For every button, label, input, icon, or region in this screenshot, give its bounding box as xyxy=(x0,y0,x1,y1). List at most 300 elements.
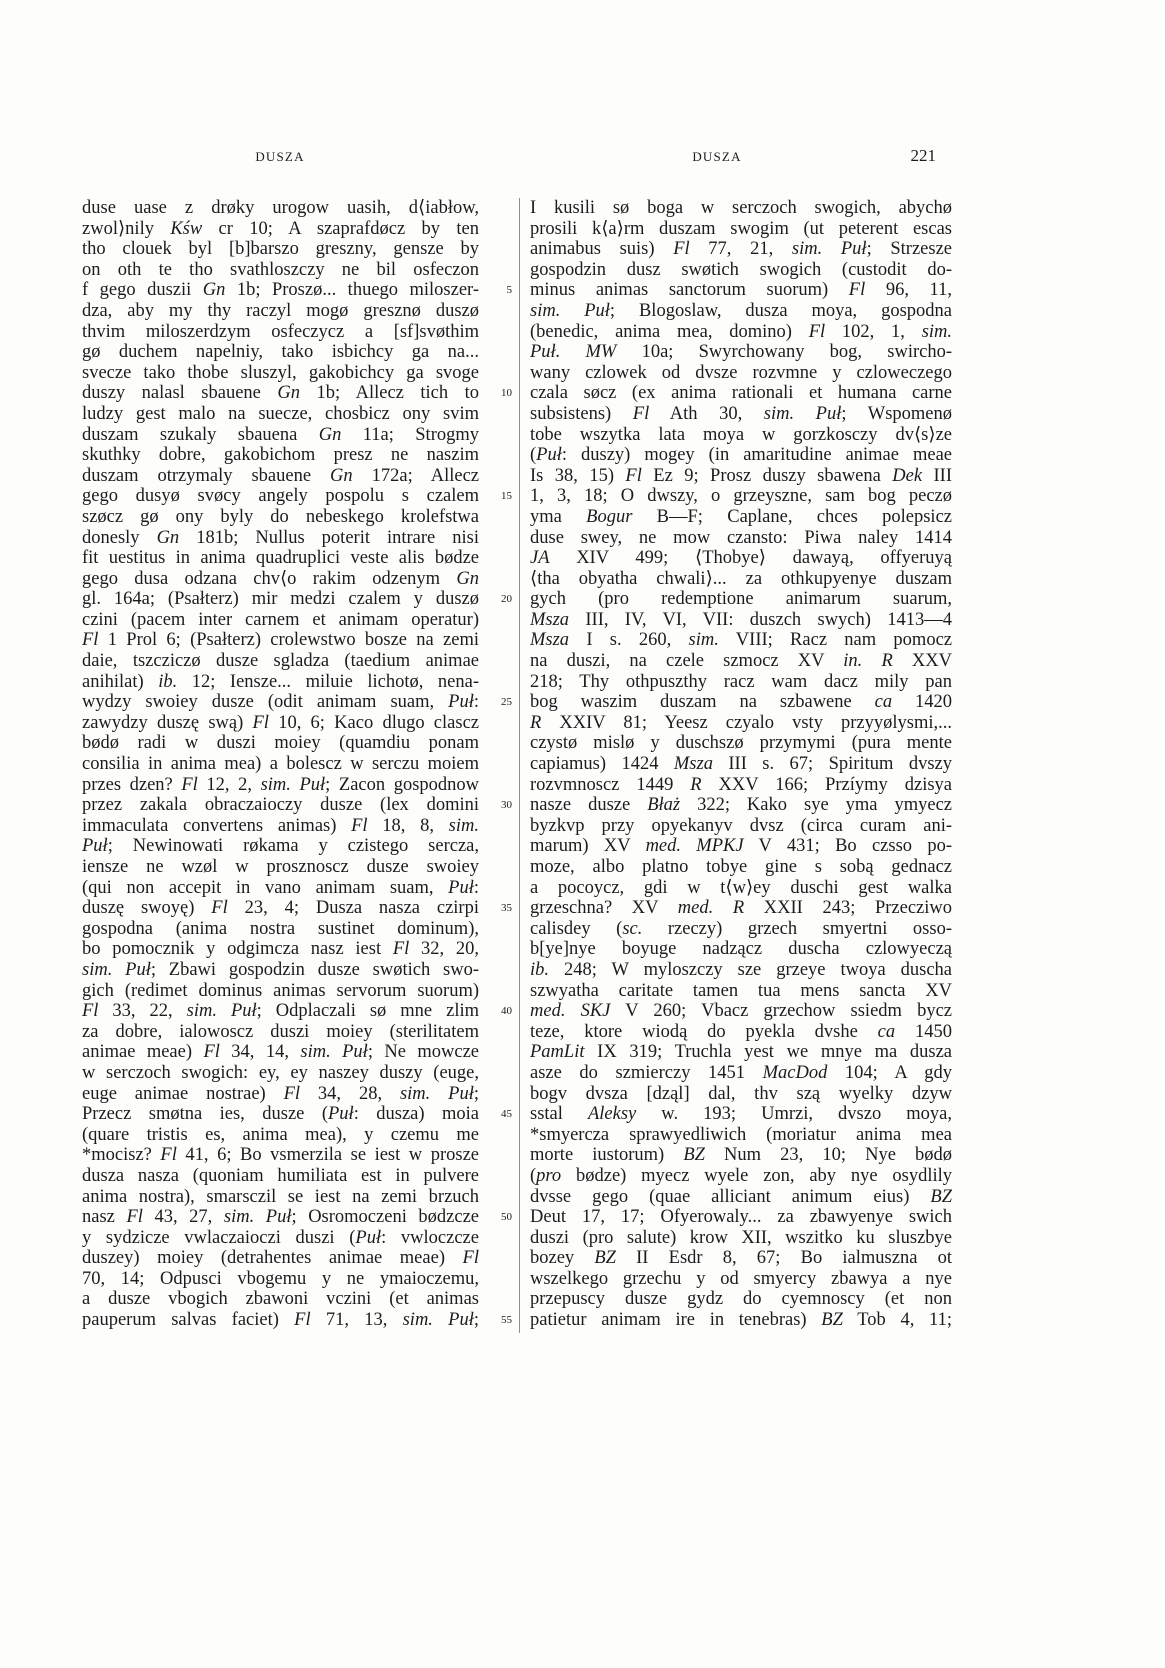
text-run: 12; Iensze... miluie lichotø, nena- xyxy=(177,671,479,692)
text-run: 218; Thy othpuszthy racz wam dacz mily pan xyxy=(530,671,952,692)
line-number: 50 xyxy=(501,1211,512,1224)
text-run: y sydzicze vwlaczaioczi duszi ( xyxy=(82,1227,356,1248)
text-line xyxy=(82,1269,479,1290)
text-run: iensze ne wzøl w prosznoscz dusze swoiey xyxy=(82,857,479,877)
text-run: duse swey, ne mow czansto: Piwa naley 1414 xyxy=(530,527,952,548)
line-number: 10 xyxy=(501,387,512,400)
text-line xyxy=(530,589,952,610)
text-line xyxy=(530,898,952,919)
text-line xyxy=(530,1228,952,1249)
text-run: 10a; Swyrchowany bog, swircho- xyxy=(616,342,952,363)
text-run: : vwloczcze xyxy=(381,1227,479,1248)
text-line xyxy=(82,672,479,693)
text-run: duszey) moiey (detrahentes animae meae) xyxy=(82,1248,463,1269)
text-run: III, IV, VI, VII: duszch swych) 1413—4 xyxy=(569,609,952,630)
text-line xyxy=(82,1042,479,1063)
italic-siglum: Fl xyxy=(673,239,690,260)
text-line xyxy=(82,486,479,507)
text-line xyxy=(530,322,952,343)
text-run: na duszi, na czele szmocz XV xyxy=(530,651,844,672)
italic-siglum: Msza xyxy=(530,630,570,651)
italic-siglum: Fl xyxy=(126,1207,143,1228)
text-line xyxy=(530,1166,952,1187)
text-run: 34, 28, xyxy=(300,1083,400,1104)
text-line xyxy=(530,754,952,775)
text-run: ; Odplaczali sø mne zlim xyxy=(256,1001,479,1022)
italic-siglum: Fl xyxy=(211,898,228,919)
text-line xyxy=(530,198,952,219)
text-line xyxy=(82,1125,479,1146)
italic-siglum: Gn xyxy=(202,280,226,301)
text-run: 77, 21, xyxy=(689,239,792,260)
text-run: I kusili sø boga w serczoch swogich, abychø xyxy=(530,198,952,218)
text-run: Ez 9; Prosz duszy sbawena xyxy=(641,465,893,486)
italic-siglum: Fl xyxy=(632,403,650,424)
text-line xyxy=(530,1084,952,1105)
left-column xyxy=(82,198,479,1331)
text-run: 1450 xyxy=(895,1021,952,1042)
text-run: 70, 14; Odpusci vbogemu y ne ymaioczemu, xyxy=(82,1268,479,1289)
italic-siglum: Gn xyxy=(318,424,342,445)
text-line xyxy=(530,383,952,404)
text-run: III s. 67; Spiritum dvszy xyxy=(712,754,952,775)
text-line xyxy=(530,713,952,734)
text-line xyxy=(530,919,952,940)
running-head-right: DUSZA xyxy=(692,149,742,164)
text-run: dusza nasza (quoniam humiliata est in pulvere xyxy=(82,1165,479,1186)
text-line xyxy=(82,836,479,857)
text-run: 11a; Strogmy xyxy=(341,424,479,445)
text-line xyxy=(530,301,952,322)
text-line xyxy=(530,486,952,507)
italic-siglum: Fl xyxy=(808,321,826,342)
italic-siglum: Puł xyxy=(327,1104,354,1125)
text-run: consilia in anima mea) a bolescz w serczu moiem xyxy=(82,754,479,775)
text-run: dvsse gego (quae alliciant animum eius) xyxy=(530,1186,931,1207)
text-line xyxy=(82,301,479,322)
text-run: 1 Prol 6; (Psałterz) crolewstwo bosze na zemi xyxy=(98,630,479,651)
text-line xyxy=(82,1022,479,1043)
text-run: 322; Kako sye yma ymyecz xyxy=(680,795,952,816)
italic-siglum: med. R xyxy=(677,898,745,919)
text-line xyxy=(530,219,952,240)
italic-siglum: sim. xyxy=(921,321,952,342)
text-run: szøcz gø ony byly do nebeskego krolefstwa xyxy=(82,506,479,527)
text-line xyxy=(82,1207,479,1228)
text-run: czini (pacem inter carnem et animam operatur) xyxy=(82,609,479,630)
text-run: marum) XV xyxy=(530,836,646,857)
text-line xyxy=(530,425,952,446)
text-line xyxy=(82,878,479,899)
italic-siglum: sim. xyxy=(448,815,479,836)
text-run: bødze) myecz wyele zon, aby nye osydlily xyxy=(561,1165,952,1186)
italic-siglum: JA xyxy=(530,548,550,569)
text-line xyxy=(530,1042,952,1063)
text-line xyxy=(530,1145,952,1166)
text-line xyxy=(82,1166,479,1187)
text-run: gego dusyø svøcy angely pospolu s czalem xyxy=(82,486,479,507)
text-run: 104; A gdy xyxy=(827,1062,952,1083)
text-line xyxy=(530,528,952,549)
italic-siglum: PamLit xyxy=(530,1042,585,1063)
text-line xyxy=(530,630,952,651)
text-line xyxy=(530,507,952,528)
text-run: (qui non accepit in vano animam suam, xyxy=(82,877,449,898)
text-line xyxy=(530,1063,952,1084)
text-run: zwol⟩nily xyxy=(82,218,171,239)
text-line xyxy=(530,445,952,466)
text-run: V 260; Vbacz grzechow ssiedm bycz xyxy=(610,1001,952,1022)
text-run: wany czlowek od dvsze rozvmne y czloweczego xyxy=(530,362,952,383)
text-line xyxy=(82,775,479,796)
page-number: 221 xyxy=(910,146,936,165)
text-line xyxy=(82,981,479,1002)
text-run: dza, aby my thy raczyl mogø gresznø duszø xyxy=(82,300,479,321)
text-line xyxy=(530,1125,952,1146)
text-run: gych (pro redemptione animarum suarum, xyxy=(530,589,952,610)
italic-siglum: Puł xyxy=(536,445,562,466)
italic-siglum: ca xyxy=(874,692,893,713)
text-run: a dusze vbogich zbawoni vczini (et animas xyxy=(82,1289,479,1310)
column-rule xyxy=(519,198,520,1333)
text-line xyxy=(82,548,479,569)
italic-siglum: Puł xyxy=(355,1227,382,1248)
text-line xyxy=(530,610,952,631)
text-run: 1, 3, 18; O dwszy, o grzeyszne, sam bog peczø xyxy=(530,486,952,507)
text-run: a pocoycz, gdi w t⟨w⟩ey duschi gest walka xyxy=(530,877,952,898)
text-line xyxy=(530,1104,952,1125)
text-run: anihilat) xyxy=(82,671,159,692)
text-run: wszelkego grzechu y od smyercy zbawya a nye xyxy=(530,1268,952,1289)
text-line xyxy=(530,1269,952,1290)
italic-siglum: BZ xyxy=(821,1310,843,1331)
text-line xyxy=(530,1187,952,1208)
text-run: cr 10; A szaprafdøcz by ten xyxy=(202,218,479,239)
text-line xyxy=(82,713,479,734)
text-line xyxy=(82,280,479,301)
running-head-left: DUSZA xyxy=(255,149,305,164)
text-line xyxy=(82,342,479,363)
right-column xyxy=(530,198,952,1331)
text-line xyxy=(82,1145,479,1166)
text-line xyxy=(82,198,479,219)
italic-siglum: Kśw xyxy=(170,218,203,239)
text-line xyxy=(82,651,479,672)
italic-siglum: Fl xyxy=(181,774,198,795)
italic-siglum: pro xyxy=(536,1165,562,1186)
line-number: 30 xyxy=(501,799,512,812)
text-line xyxy=(530,651,952,672)
italic-siglum: sim. Puł xyxy=(260,774,326,795)
text-run: duszy nalasl sbauene xyxy=(82,383,278,404)
text-run: I s. 260, xyxy=(569,630,689,651)
text-run: bødø radi w duszi moiey (quamdiu ponam xyxy=(82,733,479,754)
italic-siglum: sim. Puł xyxy=(791,239,867,260)
text-line xyxy=(530,1001,952,1022)
text-line xyxy=(530,1248,952,1269)
italic-siglum: Puł. MW xyxy=(530,342,617,363)
text-line xyxy=(82,919,479,940)
text-run: svecze tako thobe sluszyl, gakobichcy ga svoge xyxy=(82,362,479,383)
text-run: duszam szukaly sbauena xyxy=(82,424,319,445)
text-run: B—F; Caplane, chces polepsicz xyxy=(632,506,952,527)
text-run: fit uestitus in anima quadruplici veste alis bødze xyxy=(82,548,479,569)
text-run: euge animae nostrae) xyxy=(82,1083,284,1104)
text-line xyxy=(82,795,479,816)
text-line xyxy=(82,960,479,981)
text-line xyxy=(530,692,952,713)
text-run: duszę swoyę) xyxy=(82,898,212,919)
text-run: duszi (pro salute) krow XII, wszitko ku sluszbye xyxy=(530,1227,952,1248)
line-number: 45 xyxy=(501,1108,512,1121)
italic-siglum: Gn xyxy=(156,527,180,548)
text-run: donesly xyxy=(82,527,157,548)
text-run: 181b; Nullus poterit intrare nisi xyxy=(179,527,479,548)
text-line xyxy=(82,589,479,610)
text-line xyxy=(530,939,952,960)
text-run: ; Strzesze xyxy=(866,239,952,260)
text-run: ; Blogoslaw, dusza moya, gospodna xyxy=(609,300,952,321)
text-run: 1b; Allecz tich to xyxy=(300,383,479,404)
text-run: teze, ktore wiodą do pyekla dvshe xyxy=(530,1021,878,1042)
italic-siglum: Błaż xyxy=(647,795,681,816)
italic-siglum: sim. Puł xyxy=(223,1207,292,1228)
text-line xyxy=(530,569,952,590)
text-run: prosili k⟨a⟩rm duszam swogim (ut peterent escas xyxy=(530,218,952,239)
line-number: 20 xyxy=(501,593,512,606)
text-line xyxy=(530,280,952,301)
line-number: 40 xyxy=(501,1005,512,1018)
text-run: duse uase z drøky urogow uasih, d⟨iabłow, xyxy=(82,198,479,218)
italic-siglum: sim. Puł xyxy=(82,959,151,980)
italic-siglum: BZ xyxy=(930,1186,952,1207)
text-line xyxy=(82,322,479,343)
text-line xyxy=(530,1022,952,1043)
italic-siglum: R xyxy=(690,774,702,795)
text-run: bogv dvsza [dząl] dal, thv szą wyelky dzyw xyxy=(530,1083,952,1104)
text-line xyxy=(530,775,952,796)
text-run: on oth te tho svathloszczy ne bil osfeczon xyxy=(82,259,479,280)
italic-siglum: Fl xyxy=(462,1248,479,1269)
italic-siglum: Fl xyxy=(392,939,410,960)
text-run: w serczoch swogich: ey, ey naszey duszy (euge, xyxy=(82,1062,479,1083)
text-line xyxy=(530,816,952,837)
text-line xyxy=(530,363,952,384)
text-run: gl. 164a; (Psałterz) mir medzi czalem y duszø xyxy=(82,589,479,610)
text-run: daie, tszcziczø dusze sgladza (taedium animae xyxy=(82,651,479,672)
italic-siglum: Fl xyxy=(351,815,368,836)
text-run: V 431; Bo czsso po- xyxy=(743,836,952,857)
italic-siglum: in. R xyxy=(843,651,893,672)
text-run: calisdey ( xyxy=(530,918,623,939)
text-run: XXIV 81; Yeesz czyalo vsty przyyølysmi,... xyxy=(541,712,952,733)
italic-siglum: ca xyxy=(877,1021,896,1042)
text-line xyxy=(82,733,479,754)
text-line xyxy=(530,672,952,693)
text-run: subsistens) xyxy=(530,403,633,424)
italic-siglum: Fl xyxy=(283,1083,301,1104)
text-run: ⟨tha obyatha chwali⟩... za othkupyenye duszam xyxy=(530,568,952,589)
text-line xyxy=(530,981,952,1002)
text-run: Przecz smøtna ies, dusze ( xyxy=(82,1104,328,1125)
text-line xyxy=(82,898,479,919)
text-line xyxy=(82,1084,479,1105)
italic-siglum: sim. Puł xyxy=(399,1083,474,1104)
text-line xyxy=(82,692,479,713)
text-run: przepuscy dusze gydz do cyemnoscy (et non xyxy=(530,1289,952,1310)
italic-siglum: Fl xyxy=(203,1042,220,1063)
text-line xyxy=(82,610,479,631)
text-run: 23, 4; Dusza nasza czirpi xyxy=(227,898,479,919)
text-line xyxy=(530,1289,952,1310)
text-run: XXV xyxy=(892,651,952,672)
text-run: animae meae) xyxy=(82,1042,204,1063)
text-run: f gego duszii xyxy=(82,280,203,301)
text-run: nasz xyxy=(82,1207,127,1228)
text-run: rozvmnoscz 1449 xyxy=(530,774,691,795)
text-run: thvim miloszerdzym osfeczycz a [sf]svøthim xyxy=(82,321,479,342)
text-run: b[ye]nye boyuge nadzącz duscha czlowyeczą xyxy=(530,939,952,960)
italic-siglum: Dek xyxy=(892,465,923,486)
text-run: ; xyxy=(473,1310,479,1331)
italic-siglum: Puł xyxy=(82,836,108,857)
text-line xyxy=(82,1248,479,1269)
text-run: minus animas sanctorum suorum) xyxy=(530,280,849,301)
text-line xyxy=(82,1001,479,1022)
text-run: w. 193; Umrzi, dvszo moya, xyxy=(636,1104,952,1125)
text-line xyxy=(82,239,479,260)
text-line xyxy=(82,1187,479,1208)
italic-siglum: Gn xyxy=(330,465,353,486)
text-line xyxy=(82,363,479,384)
text-run: : duszy) mogey (in amaritudine animae meae xyxy=(561,445,952,466)
text-run: 33, 22, xyxy=(98,1001,187,1022)
text-line xyxy=(82,1104,479,1125)
text-line xyxy=(82,425,479,446)
text-run: ; Ne mowcze xyxy=(367,1042,479,1063)
italic-siglum: sim. Puł xyxy=(186,1001,257,1022)
text-run: morte iustorum) xyxy=(530,1145,684,1166)
text-run: 18, 8, xyxy=(367,815,449,836)
text-run: 172a; Allecz xyxy=(352,465,479,486)
text-run: ( xyxy=(530,445,537,466)
text-line xyxy=(82,507,479,528)
text-run: wydzy swoiey dusze (odit animam suam, xyxy=(82,692,449,713)
text-run: ; Zacon gospodnow xyxy=(325,774,479,795)
text-line xyxy=(82,445,479,466)
text-run: 1420 xyxy=(892,692,952,713)
text-line xyxy=(530,404,952,425)
text-line xyxy=(82,404,479,425)
text-run: Is 38, 15) xyxy=(530,465,626,486)
text-run: XIV 499; ⟨Thobye⟩ dawayą, offyeruyą xyxy=(549,548,952,569)
text-line xyxy=(82,569,479,590)
text-run: capiamus) 1424 xyxy=(530,754,674,775)
text-run: ; Osromoczeni bødzcze xyxy=(291,1207,479,1228)
text-run: asze do szmierczy 1451 xyxy=(530,1062,763,1083)
text-run: moze, albo platno tobye gine s sobą gednacz xyxy=(530,857,952,877)
italic-siglum: med. SKJ xyxy=(530,1001,611,1022)
italic-siglum: Fl xyxy=(82,630,99,651)
text-run: 32, 20, xyxy=(409,939,479,960)
text-line xyxy=(530,836,952,857)
italic-siglum: BZ xyxy=(594,1248,616,1269)
text-run: bo pomocznik y odgimcza nasz iest xyxy=(82,939,393,960)
italic-siglum: med. MPKJ xyxy=(645,836,744,857)
text-run: gego dusa odzana chv⟨o rakim odzenym xyxy=(82,568,457,589)
text-run: nasze dusze xyxy=(530,795,648,816)
text-run: (benedic, anima mea, domino) xyxy=(530,321,809,342)
italic-siglum: Aleksy xyxy=(587,1104,637,1125)
text-run: XXV 166; Przíymy dzisya xyxy=(701,774,952,795)
text-run: patietur animam ire in tenebras) xyxy=(530,1310,822,1331)
text-run: Tob 4, 11; xyxy=(842,1310,952,1331)
text-run: IX 319; Truchla yest we mnye ma dusza xyxy=(584,1042,952,1063)
text-run: 34, 14, xyxy=(219,1042,301,1063)
text-run: gospodna (anima nostra sustinet dominum), xyxy=(82,918,479,939)
text-run: XXII 243; Przecziwo xyxy=(744,898,952,919)
text-run: bozey xyxy=(530,1248,595,1269)
text-run: II Esdr 8, 67; Bo ialmuszna ot xyxy=(615,1248,952,1269)
italic-siglum: Bogur xyxy=(586,506,633,527)
text-line xyxy=(82,528,479,549)
text-line xyxy=(82,816,479,837)
italic-siglum: ib. xyxy=(158,671,178,692)
italic-siglum: Fl xyxy=(294,1310,311,1331)
text-run: VIII; Racz nam pomocz xyxy=(718,630,952,651)
italic-siglum: Gn xyxy=(456,568,479,589)
text-run: rzeczy) grzech smyertni osso- xyxy=(642,918,952,939)
text-line xyxy=(82,754,479,775)
text-run: ludzy gest malo na suecze, chosbicz ony svim xyxy=(82,403,479,424)
text-line xyxy=(82,939,479,960)
text-run: (quare tristis es, anima mea), y czemu me xyxy=(82,1124,479,1145)
text-line xyxy=(530,239,952,260)
text-run: pauperum salvas faciet) xyxy=(82,1310,295,1331)
text-line xyxy=(530,878,952,899)
line-number: 5 xyxy=(506,284,512,297)
italic-siglum: sim. Puł xyxy=(763,403,842,424)
text-run: *mocisz? xyxy=(82,1145,161,1166)
text-run: ; xyxy=(473,1083,479,1104)
text-line xyxy=(530,342,952,363)
text-line xyxy=(530,1207,952,1228)
italic-siglum: Fl xyxy=(252,712,269,733)
text-run: tho clouek byl [b]barszo greszny, gensze by xyxy=(82,239,479,260)
text-run: 248; W myloszczy sze grzeye twoya duscha xyxy=(549,959,952,980)
text-line xyxy=(82,1063,479,1084)
text-run: skuthky dobre, gakobichom presz ne naszim xyxy=(82,445,479,466)
text-line xyxy=(82,1228,479,1249)
italic-siglum: ib. xyxy=(530,959,550,980)
text-line xyxy=(82,383,479,404)
text-run: sstal xyxy=(530,1104,588,1125)
text-run: tobe wszytka lata moya w gorzkosczy dv⟨s⟩ze xyxy=(530,424,952,445)
italic-siglum: sim. Puł xyxy=(300,1042,368,1063)
text-run: yma xyxy=(530,506,587,527)
text-run: szwyatha caritate tamen tua mens sancta XV xyxy=(530,980,952,1001)
line-numbers xyxy=(478,198,512,1331)
text-run: gospodzin dusz swøtich swogich (custodit do- xyxy=(530,259,952,280)
text-run: : dusza) moia xyxy=(353,1104,479,1125)
text-line xyxy=(82,260,479,281)
text-run: 12, 2, xyxy=(197,774,261,795)
text-run: zawydzy duszę swą) xyxy=(82,712,253,733)
italic-siglum: sim. Puł xyxy=(530,300,610,321)
text-line xyxy=(530,1310,952,1331)
text-run: III xyxy=(922,465,952,486)
text-run: 41, 6; Bo vsmerzila se iest w prosze xyxy=(176,1145,479,1166)
